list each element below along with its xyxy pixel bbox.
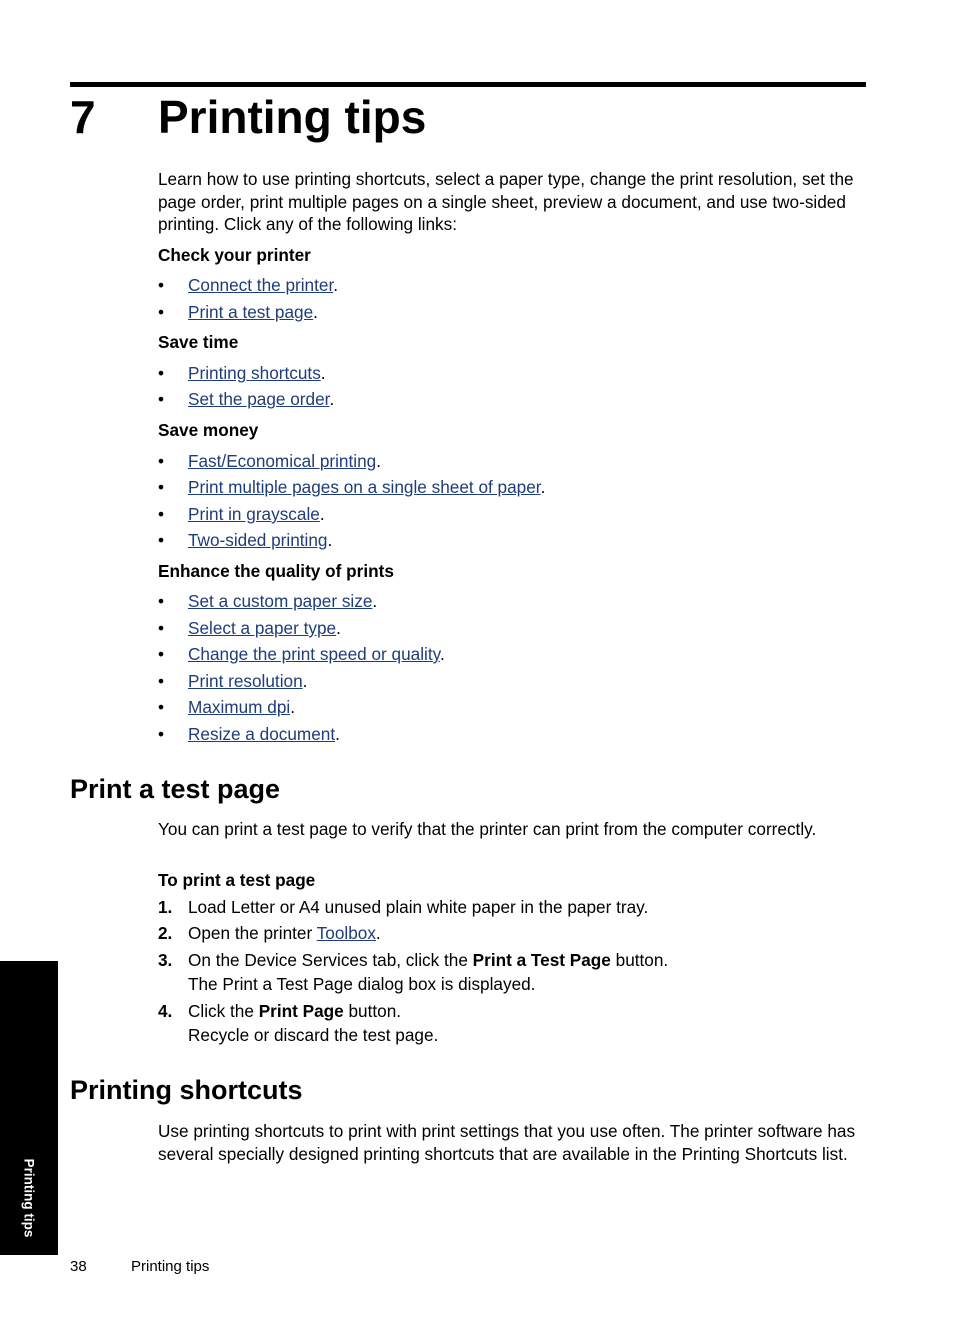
link-print-test-page[interactable]: Print a test page (188, 302, 314, 322)
bullet: • (158, 697, 165, 717)
link-connect-printer[interactable]: Connect the printer (188, 275, 334, 295)
link-printing-shortcuts[interactable]: Printing shortcuts (188, 363, 321, 383)
link-resize-document[interactable]: Resize a document (188, 724, 336, 744)
bullet: • (158, 504, 165, 524)
test-page-intro: You can print a test page to verify that the printer can print from the computer correctly. (158, 819, 817, 839)
step-text-end: . (375, 923, 381, 943)
bullet: • (158, 302, 165, 322)
chapter-title: Printing tips (158, 91, 427, 143)
bullet: • (158, 451, 165, 471)
bullet: • (158, 389, 165, 409)
chapter-number: 7 (70, 91, 96, 143)
shortcuts-heading: Printing shortcuts (70, 1075, 303, 1105)
bullet: • (158, 477, 165, 497)
bullet: • (158, 671, 165, 691)
save-money-heading: Save money (158, 420, 259, 440)
step-number: 1. (158, 897, 173, 917)
footer-chapter-title: Printing tips (131, 1258, 210, 1275)
link-print-grayscale[interactable]: Print in grayscale (188, 504, 320, 524)
link-toolbox[interactable]: Toolbox (316, 923, 376, 943)
procedure-heading: To print a test page (158, 870, 316, 890)
step-text: Click the (188, 1001, 259, 1021)
check-printer-heading: Check your printer (158, 245, 311, 265)
link-select-paper-type[interactable]: Select a paper type (188, 618, 337, 638)
step-number: 2. (158, 923, 173, 943)
bullet: • (158, 724, 165, 744)
step-ui-label: Print a Test Page (472, 950, 611, 970)
step-text: Open the printer (188, 923, 317, 943)
link-custom-paper-size[interactable]: Set a custom paper size (188, 591, 373, 611)
step-ui-label: Print Page (258, 1001, 344, 1021)
step-text: Load Letter or A4 unused plain white paper in the paper tray. (188, 897, 649, 917)
save-time-heading: Save time (158, 332, 239, 352)
link-two-sided-printing[interactable]: Two-sided printing (188, 530, 328, 550)
footer-page-number: 38 (70, 1258, 87, 1275)
chapter-top-rule (70, 82, 866, 87)
step-text-end: button. (610, 950, 669, 970)
step-text-end: button. (343, 1001, 402, 1021)
link-print-speed-quality[interactable]: Change the print speed or quality (188, 644, 440, 664)
side-tab-label: Printing tips (21, 1158, 37, 1238)
step-number: 4. (158, 1001, 173, 1021)
bullet: • (158, 363, 165, 383)
bullet: • (158, 644, 165, 664)
link-maximum-dpi[interactable]: Maximum dpi (188, 697, 291, 717)
step-number: 3. (158, 950, 173, 970)
shortcuts-paragraph: Use printing shortcuts to print with print settings that you use often. The printer software has several specially designed printing shortcuts that are available in the Printing Shortcuts list. (158, 1121, 856, 1164)
step-result: Recycle or discard the test page. (188, 1025, 439, 1045)
link-fast-economical-printing[interactable]: Fast/Economical printing (188, 451, 377, 471)
bullet: • (158, 591, 165, 611)
link-print-resolution[interactable]: Print resolution (188, 671, 303, 691)
test-page-heading: Print a test page (70, 774, 281, 804)
bullet: • (158, 618, 165, 638)
link-set-page-order[interactable]: Set the page order (188, 389, 330, 409)
step-result: The Print a Test Page dialog box is displayed. (188, 974, 536, 994)
step-text: On the Device Services tab, click the (188, 950, 473, 970)
intro-paragraph: Learn how to use printing shortcuts, select a paper type, change the print resolution, set the page order, print multiple pages on a single sheet, preview a document, and use two-sided printing. Click any of the following links: (158, 169, 854, 234)
link-print-multiple-pages[interactable]: Print multiple pages on a single sheet of paper (188, 477, 541, 497)
bullet: • (158, 530, 165, 550)
enhance-quality-heading: Enhance the quality of prints (158, 561, 394, 581)
bullet: • (158, 275, 165, 295)
